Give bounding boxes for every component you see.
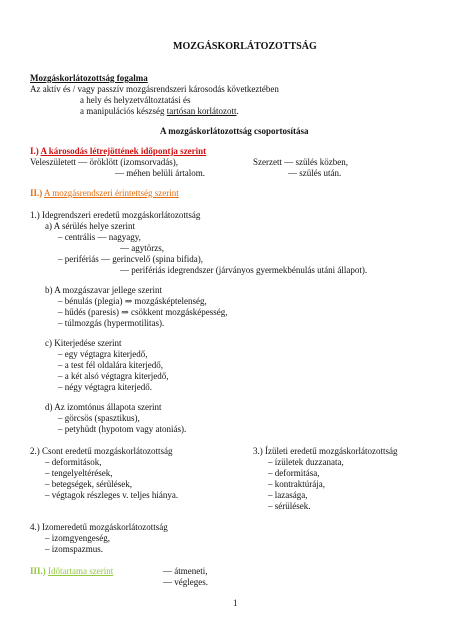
subgroup-c-item: – a test fél oldalára kiterjedő,: [58, 360, 163, 370]
group-3-item: – sérülések.: [268, 501, 311, 511]
section-1-row-2-right: — szülés után.: [288, 168, 342, 178]
subgroup-b-item: – hűdés (paresis) ⇒ csökkent mozgásképesség,: [58, 307, 228, 317]
group-4-item: – izomspazmus.: [45, 544, 103, 554]
subgroup-b-item: – bénulás (plegia) ⇒ mozgásképtelenség,: [58, 296, 207, 306]
group-3-item: – ízületek duzzanata,: [268, 457, 344, 467]
group-2-item: – végtagok részleges v. teljes hiánya.: [45, 490, 179, 500]
group-3-item: – lazasága,: [268, 490, 308, 500]
group-1-title: 1.) Idegrendszeri eredetű mozgáskorlátozottság: [30, 210, 201, 220]
groups-heading: A mozgáskorlátozottság csoportosítása: [160, 126, 309, 136]
section-1-row-2-left: — méhen belüli ártalom.: [115, 168, 205, 178]
group-2-title: 2.) Csont eredetű mozgáskorlátozottság: [30, 446, 173, 456]
group-2-item: – deformitások,: [45, 457, 102, 467]
subgroup-a-title: a) A sérülés helye szerint: [45, 221, 135, 231]
section-1-row-1-right: Szerzett — szülés közben,: [253, 157, 348, 167]
section-2-heading: II.) A mozgásrendszeri érintettség szerint: [30, 188, 179, 198]
page-number: 1: [233, 598, 238, 608]
section-3-heading: III.) Időtartama szerint: [30, 566, 114, 576]
subgroup-d-item: – petyhüdt (hypotom vagy atoniás).: [58, 424, 187, 434]
section-1-heading: I.) A károsodás létrejöttének időpontja szerint: [30, 146, 207, 156]
subgroup-a-item: – perifériás — gerincvelő (spina bifida),: [58, 254, 203, 264]
subgroup-a-item: — perifériás idegrendszer (járványos gyermekbénulás utáni állapot).: [120, 265, 368, 275]
definition-heading: Mozgáskorlátozottság fogalma: [30, 73, 148, 83]
subgroup-c-item: – négy végtagra kiterjedő.: [58, 382, 152, 392]
subgroup-a-item: — agytörzs,: [120, 243, 164, 253]
group-2-item: – betegségek, sérülések,: [45, 479, 132, 489]
group-3-title: 3.) Ízületi eredetű mozgáskorlátozottság: [253, 446, 398, 456]
definition-line-1: Az aktív és / vagy passzív mozgásrendszeri károsodás következtében: [30, 84, 279, 94]
group-4-title: 4.) Izomeredetű mozgáskorlátozottság: [30, 522, 168, 532]
subgroup-c-title: c) Kiterjedése szerint: [45, 338, 122, 348]
section-3-row-2: — végleges.: [163, 577, 208, 587]
subgroup-d-item: – görcsös (spasztikus),: [58, 413, 140, 423]
subgroup-b-item: – túlmozgás (hypermotilitas).: [58, 318, 165, 328]
group-3-item: – deformitása,: [268, 468, 320, 478]
section-1-row-1-left: Veleszületett — öröklött (izomsorvadás),: [30, 157, 178, 167]
subgroup-c-item: – egy végtagra kiterjedő,: [58, 349, 148, 359]
group-4-item: – izomgyengeség,: [45, 533, 110, 543]
subgroup-b-title: b) A mozgászavar jellege szerint: [45, 285, 162, 295]
subgroup-a-item: – centrális — nagyagy,: [58, 232, 141, 242]
section-3-row-1: — átmeneti,: [163, 566, 208, 576]
subgroup-c-item: – a két alsó végtagra kiterjedő,: [58, 371, 169, 381]
definition-line-2: a hely és helyzetváltoztatási és: [80, 95, 191, 105]
group-2-item: – tengelyeltérések,: [45, 468, 113, 478]
page-title: MOZGÁSKORLÁTOZOTTSÁG: [173, 41, 317, 52]
definition-line-3: a manipulációs készség tartósan korlátozott.: [80, 106, 239, 116]
subgroup-d-title: d) Az izomtónus állapota szerint: [45, 402, 162, 412]
group-3-item: – kontraktúrája,: [268, 479, 325, 489]
